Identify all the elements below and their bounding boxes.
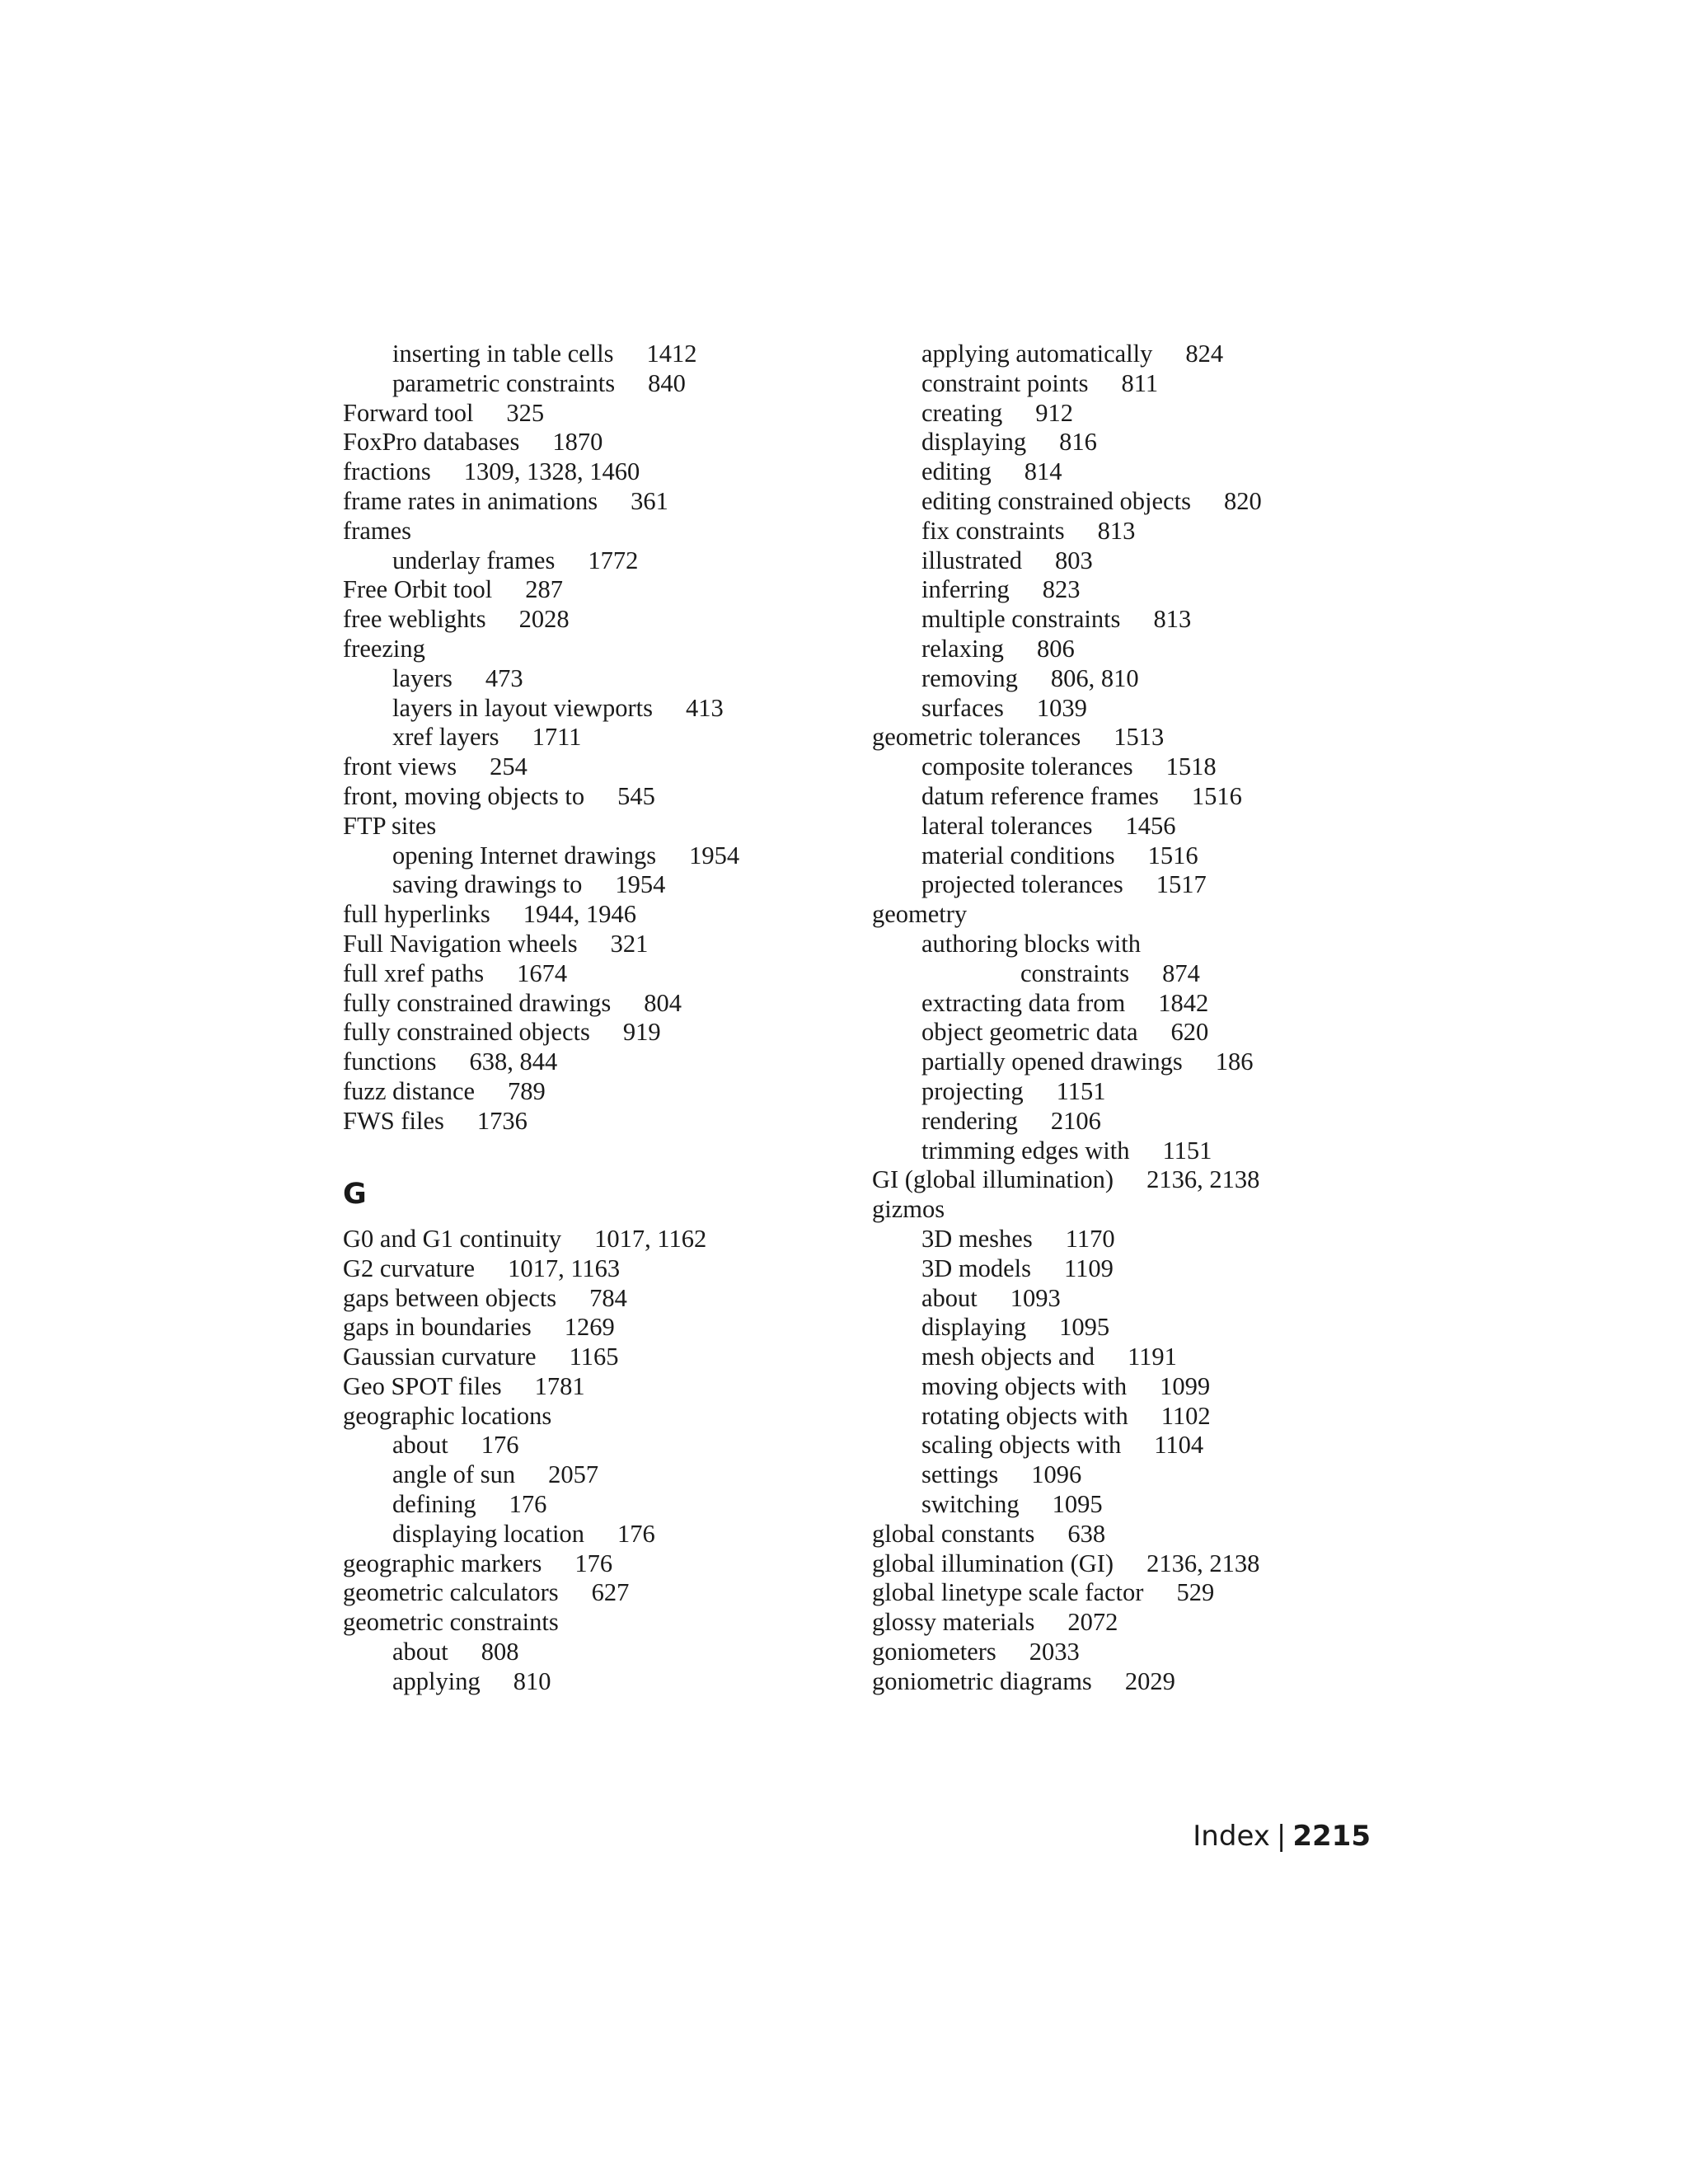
entry-pages: 804 bbox=[644, 988, 682, 1017]
index-subentry bbox=[872, 1137, 1400, 1166]
entry-pages: 1151 bbox=[1162, 1136, 1212, 1165]
entry-pages: 1870 bbox=[552, 428, 603, 457]
index-subentry bbox=[343, 1431, 870, 1460]
entry-term: partially opened drawings bbox=[921, 1047, 1183, 1076]
entry-term: glossy materials bbox=[872, 1608, 1035, 1637]
entry-term: rendering bbox=[921, 1106, 1018, 1135]
index-entry bbox=[343, 989, 870, 1019]
index-entry bbox=[872, 1667, 1400, 1697]
entry-term: applying bbox=[392, 1666, 481, 1695]
entry-term: global linetype scale factor bbox=[872, 1578, 1144, 1607]
entry-term: about bbox=[392, 1638, 448, 1666]
entry-pages: 1674 bbox=[517, 958, 568, 987]
index-entry bbox=[343, 1107, 870, 1137]
footer-separator: | bbox=[1276, 1820, 1287, 1853]
entry-term: frame rates in animations bbox=[343, 486, 598, 515]
index-subentry bbox=[872, 1490, 1400, 1520]
entry-pages: 627 bbox=[591, 1578, 630, 1607]
entry-term: geographic locations bbox=[343, 1401, 552, 1430]
entry-pages: 1165 bbox=[569, 1343, 619, 1371]
entry-term: scaling objects with bbox=[921, 1431, 1122, 1460]
entry-pages: 1099 bbox=[1160, 1371, 1211, 1400]
entry-pages: 287 bbox=[525, 575, 564, 604]
entry-term: Forward tool bbox=[343, 398, 474, 427]
index-column-left bbox=[343, 340, 870, 1697]
entry-pages: 1842 bbox=[1158, 988, 1209, 1017]
entry-pages: 813 bbox=[1097, 516, 1136, 545]
index-subentry bbox=[872, 989, 1400, 1019]
page-number: 2215 bbox=[1292, 1820, 1371, 1853]
entry-pages: 789 bbox=[508, 1076, 546, 1105]
index-subentry bbox=[872, 1460, 1400, 1490]
entry-pages: 1095 bbox=[1052, 1490, 1103, 1519]
index-entry bbox=[343, 487, 870, 517]
entry-pages: 1456 bbox=[1125, 811, 1176, 840]
entry-term: applying automatically bbox=[921, 340, 1153, 368]
entry-pages: 2028 bbox=[518, 605, 570, 634]
entry-pages: 1412 bbox=[646, 340, 697, 368]
entry-pages: 1517 bbox=[1156, 870, 1207, 899]
index-entry bbox=[343, 1402, 870, 1432]
entry-term: mesh objects and bbox=[921, 1343, 1095, 1371]
entry-term: editing bbox=[921, 457, 992, 486]
index-entry bbox=[343, 930, 870, 959]
entry-term: functions bbox=[343, 1047, 437, 1076]
index-entry bbox=[343, 1018, 870, 1047]
entry-pages: 176 bbox=[617, 1519, 655, 1548]
entry-term: Free Orbit tool bbox=[343, 575, 493, 604]
entry-term: constraints bbox=[1020, 958, 1130, 987]
entry-term: Geo SPOT files bbox=[343, 1371, 502, 1400]
index-subentry bbox=[343, 841, 870, 871]
entry-term: projecting bbox=[921, 1076, 1024, 1105]
index-entry bbox=[343, 517, 870, 546]
index-subentry bbox=[872, 812, 1400, 841]
entry-pages: 813 bbox=[1153, 605, 1192, 634]
entry-pages: 325 bbox=[506, 398, 545, 427]
index-subentry bbox=[343, 870, 870, 900]
index-subentry bbox=[872, 1018, 1400, 1047]
index-subentry bbox=[872, 1284, 1400, 1314]
index-entry bbox=[343, 1077, 870, 1107]
index-column-right bbox=[872, 340, 1400, 1697]
entry-term: constraint points bbox=[921, 368, 1089, 397]
index-entry bbox=[343, 1608, 870, 1638]
entry-pages: 814 bbox=[1024, 457, 1062, 486]
entry-pages: 2057 bbox=[548, 1460, 599, 1489]
entry-term: GI (global illumination) bbox=[872, 1165, 1114, 1194]
entry-pages: 1309, 1328, 1460 bbox=[463, 457, 640, 486]
entry-term: gaps between objects bbox=[343, 1283, 557, 1312]
index-subentry bbox=[872, 752, 1400, 782]
index-entry bbox=[343, 782, 870, 812]
entry-term: freezing bbox=[343, 634, 425, 663]
index-subentry bbox=[872, 428, 1400, 457]
entry-term: rotating objects with bbox=[921, 1401, 1128, 1430]
index-subentry bbox=[872, 1372, 1400, 1402]
entry-term: G0 and G1 continuity bbox=[343, 1224, 562, 1253]
index-entry bbox=[872, 1195, 1400, 1225]
entry-pages: 784 bbox=[589, 1283, 627, 1312]
entry-pages: 321 bbox=[610, 929, 649, 958]
entry-term: inserting in table cells bbox=[392, 340, 614, 368]
index-entry bbox=[872, 1165, 1400, 1195]
entry-term: parametric constraints bbox=[392, 368, 616, 397]
entry-term: projected tolerances bbox=[921, 870, 1123, 899]
entry-pages: 824 bbox=[1185, 340, 1224, 368]
entry-term: extracting data from bbox=[921, 988, 1126, 1017]
entry-pages: 816 bbox=[1059, 428, 1097, 457]
index-subentry bbox=[872, 399, 1400, 429]
entry-term: authoring blocks with bbox=[921, 929, 1141, 958]
index-subentry bbox=[343, 1520, 870, 1549]
entry-pages: 2136, 2138 bbox=[1146, 1549, 1260, 1577]
entry-term: FWS files bbox=[343, 1106, 444, 1135]
entry-pages: 823 bbox=[1042, 575, 1081, 604]
index-entry bbox=[872, 1608, 1400, 1638]
entry-pages: 638, 844 bbox=[469, 1047, 558, 1076]
entry-pages: 803 bbox=[1054, 546, 1093, 574]
entry-pages: 1516 bbox=[1191, 781, 1242, 810]
entry-term: geometric tolerances bbox=[872, 723, 1081, 752]
entry-pages: 473 bbox=[485, 663, 523, 692]
entry-term: displaying bbox=[921, 428, 1027, 457]
index-entry bbox=[343, 457, 870, 487]
index-subentry bbox=[343, 1460, 870, 1490]
entry-pages: 2072 bbox=[1067, 1608, 1118, 1637]
entry-term: moving objects with bbox=[921, 1371, 1128, 1400]
index-entry bbox=[872, 1520, 1400, 1549]
entry-term: gaps in boundaries bbox=[343, 1313, 532, 1342]
entry-term: FoxPro databases bbox=[343, 428, 520, 457]
entry-term: about bbox=[921, 1283, 978, 1312]
entry-pages: 808 bbox=[481, 1638, 519, 1666]
index-entry bbox=[872, 723, 1400, 752]
index-subentry bbox=[872, 1225, 1400, 1254]
entry-pages: 820 bbox=[1223, 486, 1262, 515]
index-subentry bbox=[872, 1107, 1400, 1137]
entry-pages: 2106 bbox=[1050, 1106, 1101, 1135]
entry-term: full xref paths bbox=[343, 958, 485, 987]
index-subentry bbox=[872, 782, 1400, 812]
entry-pages: 413 bbox=[685, 693, 724, 722]
index-entry bbox=[343, 1313, 870, 1343]
entry-term: material conditions bbox=[921, 841, 1115, 869]
entry-term: Full Navigation wheels bbox=[343, 929, 578, 958]
index-subentry bbox=[872, 635, 1400, 664]
entry-pages: 529 bbox=[1176, 1578, 1215, 1607]
index-entry bbox=[343, 575, 870, 605]
entry-pages: 1170 bbox=[1065, 1224, 1115, 1253]
entry-term: datum reference frames bbox=[921, 781, 1159, 810]
entry-term: creating bbox=[921, 398, 1003, 427]
entry-pages: 620 bbox=[1170, 1018, 1209, 1047]
index-subentry bbox=[343, 723, 870, 752]
index-subentry bbox=[343, 1667, 870, 1697]
entry-term: gizmos bbox=[872, 1195, 945, 1224]
entry-term: fuzz distance bbox=[343, 1076, 476, 1105]
entry-pages: 186 bbox=[1215, 1047, 1254, 1076]
entry-term: saving drawings to bbox=[392, 870, 583, 899]
entry-term: settings bbox=[921, 1460, 999, 1489]
entry-pages: 2136, 2138 bbox=[1146, 1165, 1260, 1194]
entry-pages: 874 bbox=[1162, 958, 1200, 987]
index-subentry bbox=[343, 1490, 870, 1520]
entry-pages: 1095 bbox=[1059, 1313, 1110, 1342]
entry-pages: 1513 bbox=[1114, 723, 1165, 752]
index-subentry bbox=[872, 930, 1400, 959]
entry-pages: 1954 bbox=[689, 841, 740, 869]
entry-pages: 638 bbox=[1067, 1519, 1106, 1548]
entry-pages: 1109 bbox=[1064, 1254, 1114, 1282]
entry-term: object geometric data bbox=[921, 1018, 1138, 1047]
index-subentry bbox=[343, 369, 870, 399]
index-entry bbox=[343, 812, 870, 841]
entry-term: Gaussian curvature bbox=[343, 1343, 537, 1371]
entry-pages: 1104 bbox=[1154, 1431, 1204, 1460]
entry-pages: 545 bbox=[617, 781, 655, 810]
entry-pages: 919 bbox=[622, 1018, 661, 1047]
entry-term: front, moving objects to bbox=[343, 781, 585, 810]
entry-term: global constants bbox=[872, 1519, 1035, 1548]
entry-term: free weblights bbox=[343, 605, 486, 634]
entry-pages: 1772 bbox=[588, 546, 639, 574]
entry-term: angle of sun bbox=[392, 1460, 516, 1489]
entry-term: relaxing bbox=[921, 634, 1004, 663]
entry-term: surfaces bbox=[921, 693, 1004, 722]
index-subentry bbox=[872, 369, 1400, 399]
entry-term: xref layers bbox=[392, 723, 499, 752]
entry-term: geometric calculators bbox=[343, 1578, 559, 1607]
index-subentry bbox=[872, 1431, 1400, 1460]
entry-term: switching bbox=[921, 1490, 1020, 1519]
section-heading: G bbox=[343, 1178, 367, 1212]
index-entry bbox=[343, 1047, 870, 1077]
entry-term: geographic markers bbox=[343, 1549, 542, 1577]
index-subentry bbox=[343, 546, 870, 576]
entry-term: multiple constraints bbox=[921, 605, 1121, 634]
entry-term: G2 curvature bbox=[343, 1254, 476, 1282]
entry-pages: 912 bbox=[1035, 398, 1073, 427]
entry-term: opening Internet drawings bbox=[392, 841, 657, 869]
entry-term: displaying bbox=[921, 1313, 1027, 1342]
index-subentry bbox=[872, 870, 1400, 900]
entry-term: trimming edges with bbox=[921, 1136, 1130, 1165]
entry-pages: 1711 bbox=[532, 723, 582, 752]
index-subentry bbox=[872, 1313, 1400, 1343]
index-entry bbox=[343, 959, 870, 989]
index-subentry bbox=[343, 340, 870, 369]
entry-term: fully constrained objects bbox=[343, 1018, 590, 1047]
entry-pages: 1096 bbox=[1031, 1460, 1082, 1489]
entry-term: global illumination (GI) bbox=[872, 1549, 1114, 1577]
entry-pages: 1093 bbox=[1010, 1283, 1061, 1312]
index-entry bbox=[343, 635, 870, 664]
entry-term: layers bbox=[392, 663, 452, 692]
entry-term: goniometers bbox=[872, 1638, 996, 1666]
index-subentry bbox=[872, 605, 1400, 635]
index-subentry bbox=[872, 1402, 1400, 1432]
index-subentry bbox=[872, 1343, 1400, 1372]
entry-pages: 1191 bbox=[1128, 1343, 1177, 1371]
index-entry bbox=[343, 1284, 870, 1314]
entry-term: fully constrained drawings bbox=[343, 988, 612, 1017]
index-subentry bbox=[872, 1047, 1400, 1077]
entry-pages: 1102 bbox=[1160, 1401, 1211, 1430]
entry-pages: 806 bbox=[1036, 634, 1075, 663]
index-subentry bbox=[343, 664, 870, 694]
index-subentry bbox=[872, 1254, 1400, 1284]
index-subentry bbox=[872, 959, 1400, 989]
index-entry bbox=[343, 1343, 870, 1372]
index-subentry bbox=[872, 340, 1400, 369]
entry-pages: 176 bbox=[574, 1549, 613, 1577]
footer-label: Index bbox=[1193, 1820, 1270, 1853]
entry-pages: 254 bbox=[490, 752, 528, 781]
index-entry bbox=[343, 428, 870, 457]
entry-term: goniometric diagrams bbox=[872, 1666, 1092, 1695]
entry-term: FTP sites bbox=[343, 811, 437, 840]
index-entry bbox=[343, 605, 870, 635]
entry-pages: 840 bbox=[648, 368, 686, 397]
entry-pages: 811 bbox=[1121, 368, 1159, 397]
index-entry bbox=[343, 1225, 870, 1254]
entry-term: layers in layout viewports bbox=[392, 693, 653, 722]
index-subentry bbox=[872, 546, 1400, 576]
index-subentry bbox=[872, 694, 1400, 724]
entry-term: fix constraints bbox=[921, 516, 1065, 545]
entry-pages: 1516 bbox=[1147, 841, 1198, 869]
entry-term: underlay frames bbox=[392, 546, 556, 574]
index-subentry bbox=[872, 487, 1400, 517]
page-footer bbox=[824, 1819, 1371, 1854]
entry-term: geometry bbox=[872, 900, 968, 929]
index-subentry bbox=[872, 575, 1400, 605]
entry-pages: 810 bbox=[513, 1666, 551, 1695]
entry-pages: 1736 bbox=[476, 1106, 528, 1135]
entry-pages: 2029 bbox=[1124, 1666, 1175, 1695]
entry-pages: 1944, 1946 bbox=[523, 900, 636, 929]
entry-pages: 1518 bbox=[1165, 752, 1217, 781]
entry-term: geometric constraints bbox=[343, 1608, 559, 1637]
index-entry bbox=[343, 399, 870, 429]
entry-term: about bbox=[392, 1431, 448, 1460]
entry-pages: 1039 bbox=[1036, 693, 1087, 722]
index-entry bbox=[872, 1578, 1400, 1608]
entry-pages: 1954 bbox=[615, 870, 666, 899]
index-entry bbox=[343, 1372, 870, 1402]
entry-term: defining bbox=[392, 1490, 476, 1519]
entry-pages: 361 bbox=[631, 486, 668, 515]
index-entry bbox=[872, 900, 1400, 930]
index-entry bbox=[343, 1254, 870, 1284]
index-entry bbox=[343, 900, 870, 930]
index-entry bbox=[872, 1638, 1400, 1667]
entry-term: frames bbox=[343, 516, 411, 545]
index-subentry bbox=[872, 664, 1400, 694]
entry-term: illustrated bbox=[921, 546, 1022, 574]
index-subentry bbox=[343, 1638, 870, 1667]
index-entry bbox=[343, 752, 870, 782]
entry-term: editing constrained objects bbox=[921, 486, 1191, 515]
entry-term: lateral tolerances bbox=[921, 811, 1093, 840]
index-subentry bbox=[872, 457, 1400, 487]
index-subentry bbox=[872, 1077, 1400, 1107]
entry-pages: 1781 bbox=[534, 1371, 585, 1400]
entry-term: composite tolerances bbox=[921, 752, 1133, 781]
index-entry bbox=[343, 1549, 870, 1579]
entry-term: fractions bbox=[343, 457, 431, 486]
entry-term: displaying location bbox=[392, 1519, 584, 1548]
entry-term: inferring bbox=[921, 575, 1010, 604]
index-subentry bbox=[872, 517, 1400, 546]
entry-term: full hyperlinks bbox=[343, 900, 490, 929]
entry-pages: 1017, 1163 bbox=[508, 1254, 621, 1282]
entry-term: 3D models bbox=[921, 1254, 1032, 1282]
entry-term: 3D meshes bbox=[921, 1224, 1033, 1253]
index-subentry bbox=[872, 841, 1400, 871]
entry-term: front views bbox=[343, 752, 457, 781]
entry-pages: 2033 bbox=[1029, 1638, 1080, 1666]
entry-pages: 1269 bbox=[564, 1313, 615, 1342]
entry-pages: 1151 bbox=[1056, 1076, 1106, 1105]
entry-term: removing bbox=[921, 663, 1018, 692]
entry-pages: 806, 810 bbox=[1050, 663, 1139, 692]
index-subentry bbox=[343, 694, 870, 724]
entry-pages: 1017, 1162 bbox=[594, 1224, 707, 1253]
blank-line bbox=[343, 1137, 870, 1166]
index-entry bbox=[343, 1578, 870, 1608]
entry-pages: 176 bbox=[481, 1431, 519, 1460]
entry-pages: 176 bbox=[509, 1490, 547, 1519]
index-entry bbox=[872, 1549, 1400, 1579]
